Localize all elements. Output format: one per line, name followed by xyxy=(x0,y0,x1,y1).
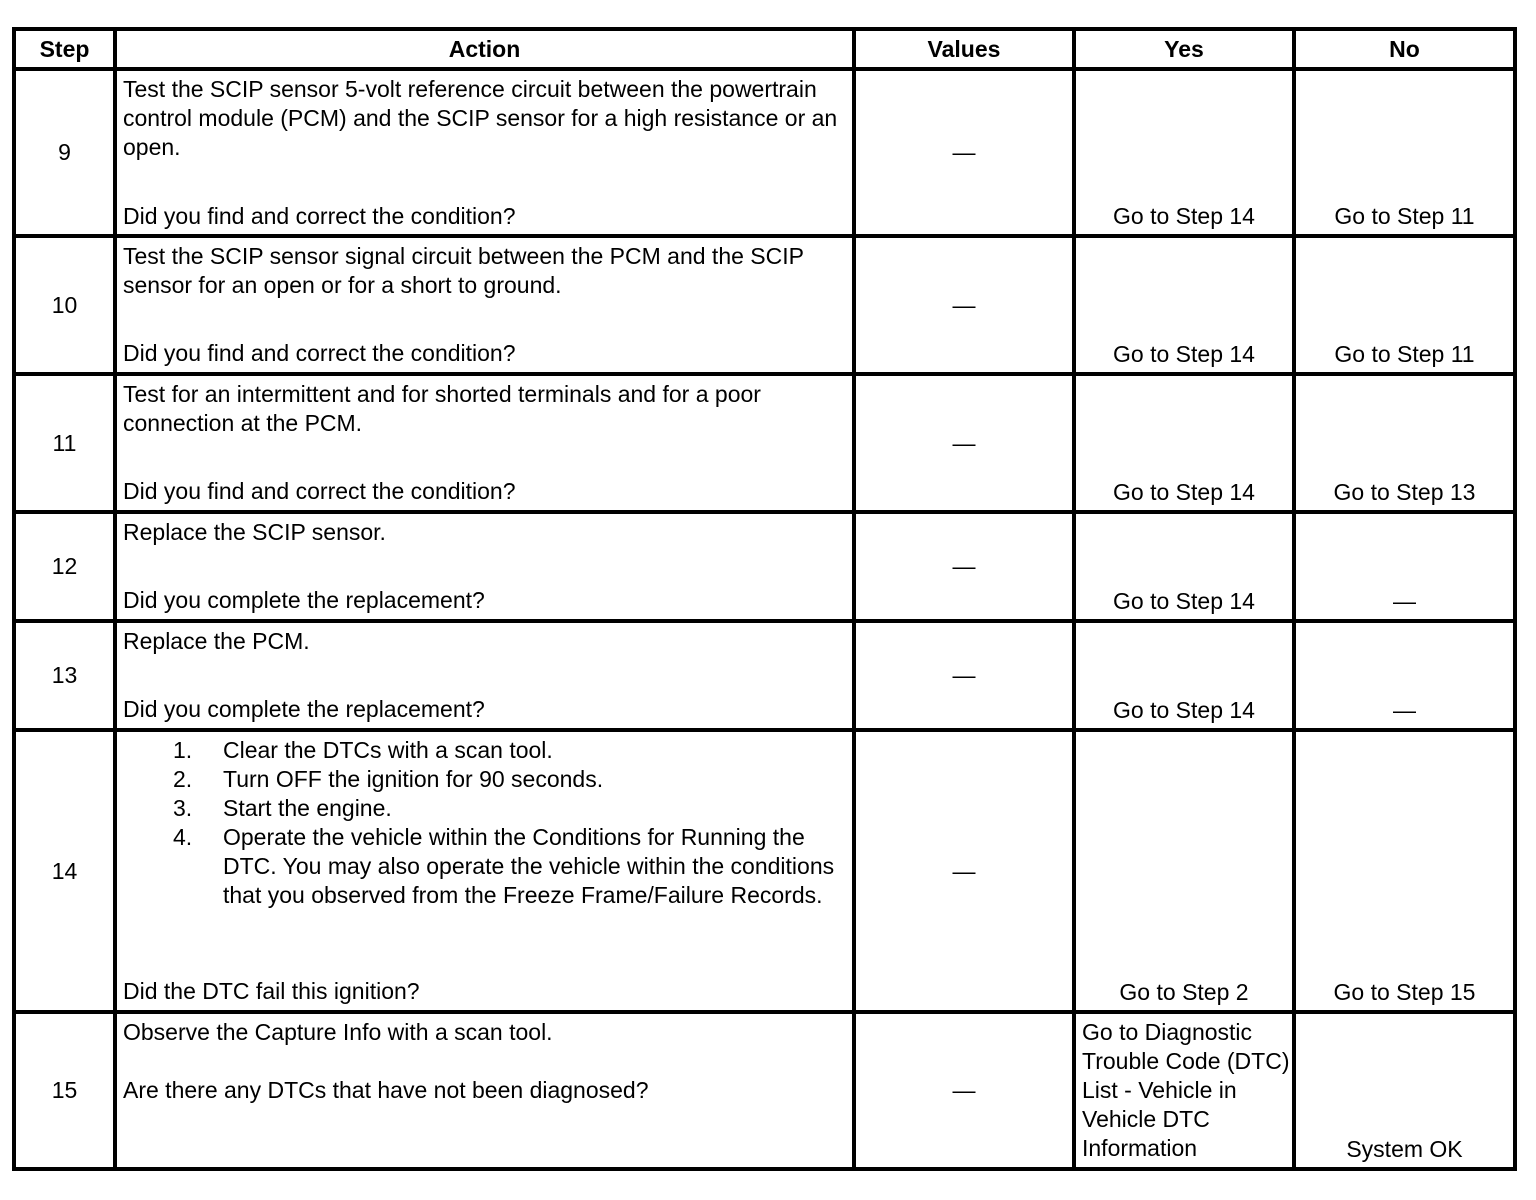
no-cell: System OK xyxy=(1294,1012,1515,1169)
header-values: Values xyxy=(854,29,1074,69)
header-no: No xyxy=(1294,29,1515,69)
header-yes: Yes xyxy=(1074,29,1294,69)
action-cell xyxy=(115,730,854,1012)
action-cell xyxy=(115,374,854,512)
header-row xyxy=(14,29,1515,69)
action-question: Are there any DTCs that have not been diagnosed? xyxy=(123,1077,649,1103)
step-number: 11 xyxy=(14,374,115,512)
action-cell xyxy=(115,621,854,730)
values-cell: — xyxy=(854,236,1074,374)
yes-cell: Go to Step 14 xyxy=(1074,512,1294,621)
list-item-number: 2. xyxy=(173,766,193,792)
values-cell: — xyxy=(854,69,1074,236)
yes-cell: Go to Step 14 xyxy=(1074,69,1294,236)
diagnostic-table xyxy=(12,27,1517,1171)
no-cell: — xyxy=(1294,621,1515,730)
list-item-number: 4. xyxy=(173,824,193,850)
action-question: Did you complete the replacement? xyxy=(123,587,485,613)
list-item xyxy=(173,765,846,794)
list-item-text: Start the engine. xyxy=(223,795,392,821)
no-cell: Go to Step 15 xyxy=(1294,730,1515,1012)
action-cell xyxy=(115,1012,854,1169)
yes-cell: Go to Step 14 xyxy=(1074,374,1294,512)
yes-cell: Go to Step 14 xyxy=(1074,621,1294,730)
values-cell: — xyxy=(854,1012,1074,1169)
action-text: Replace the PCM. xyxy=(123,628,310,654)
no-cell: Go to Step 13 xyxy=(1294,374,1515,512)
table-row xyxy=(14,69,1515,236)
procedure-list xyxy=(123,736,846,910)
yes-cell: Go to Diagnostic Trouble Code (DTC) List - Vehicle in Vehicle DTC Information xyxy=(1074,1012,1294,1169)
list-item xyxy=(173,823,846,910)
no-cell: Go to Step 11 xyxy=(1294,236,1515,374)
action-text: Test for an intermittent and for shorted terminals and for a poor connection at the PCM. xyxy=(123,381,761,436)
step-number: 12 xyxy=(14,512,115,621)
yes-cell: Go to Step 2 xyxy=(1074,730,1294,1012)
step-number: 14 xyxy=(14,730,115,1012)
list-item-text: Turn OFF the ignition for 90 seconds. xyxy=(223,766,604,792)
list-item-text: Operate the vehicle within the Conditions for Running the DTC. You may also operate the vehicle within the conditions that you observed from the Freeze Frame/Failure Records. xyxy=(223,824,835,908)
action-text: Test the SCIP sensor signal circuit between the PCM and the SCIP sensor for an open or for a short to ground. xyxy=(123,243,804,298)
step-number: 10 xyxy=(14,236,115,374)
action-question: Did you complete the replacement? xyxy=(123,696,485,722)
list-item-text: Clear the DTCs with a scan tool. xyxy=(223,737,553,763)
table-row xyxy=(14,730,1515,1012)
step-number: 9 xyxy=(14,69,115,236)
action-cell xyxy=(115,236,854,374)
header-step: Step xyxy=(14,29,115,69)
action-text: Observe the Capture Info with a scan tool. xyxy=(123,1019,553,1045)
header-action: Action xyxy=(115,29,854,69)
table-row xyxy=(14,512,1515,621)
action-text: Test the SCIP sensor 5-volt reference circuit between the powertrain control module (PCM) and the SCIP sensor for a high resistance or an open. xyxy=(123,76,838,160)
action-question: Did you find and correct the condition? xyxy=(123,340,516,366)
action-cell xyxy=(115,512,854,621)
action-question: Did you find and correct the condition? xyxy=(123,478,516,504)
no-cell: — xyxy=(1294,512,1515,621)
list-item-number: 3. xyxy=(173,795,193,821)
table-row xyxy=(14,621,1515,730)
action-question: Did you find and correct the condition? xyxy=(123,203,516,229)
table-row xyxy=(14,236,1515,374)
action-question: Did the DTC fail this ignition? xyxy=(123,978,420,1004)
list-item xyxy=(173,794,846,823)
table-row xyxy=(14,374,1515,512)
values-cell: — xyxy=(854,512,1074,621)
step-number: 15 xyxy=(14,1012,115,1169)
table-row xyxy=(14,1012,1515,1169)
values-cell: — xyxy=(854,621,1074,730)
step-number: 13 xyxy=(14,621,115,730)
action-text: Replace the SCIP sensor. xyxy=(123,519,386,545)
values-cell: — xyxy=(854,374,1074,512)
no-cell: Go to Step 11 xyxy=(1294,69,1515,236)
yes-cell: Go to Step 14 xyxy=(1074,236,1294,374)
action-cell xyxy=(115,69,854,236)
values-cell: — xyxy=(854,730,1074,1012)
list-item xyxy=(173,736,846,765)
list-item-number: 1. xyxy=(173,737,193,763)
